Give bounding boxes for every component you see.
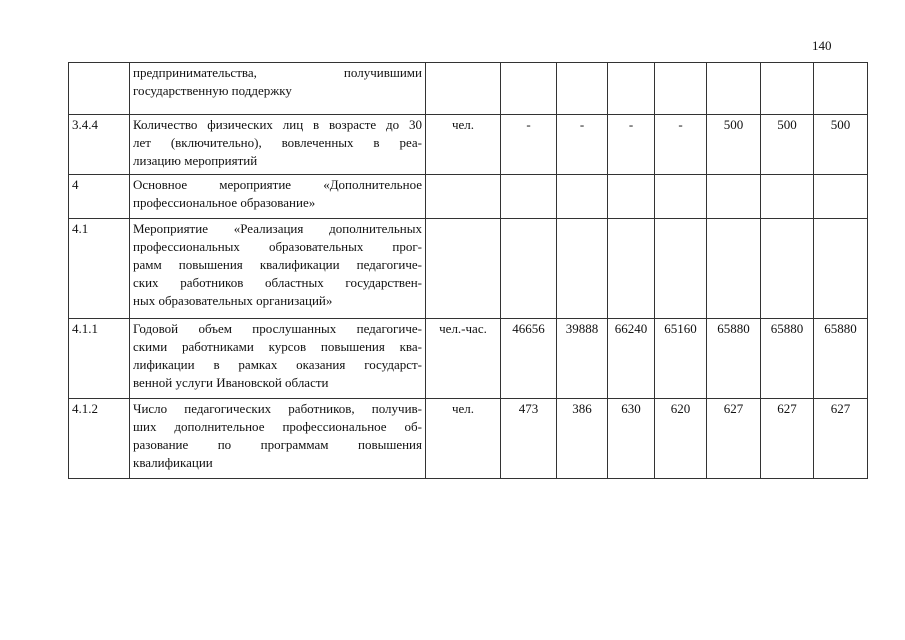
description-line: лификации в рамках оказания государст- xyxy=(133,357,422,372)
description-line: венной услуги Ивановской области xyxy=(133,375,329,390)
row-description xyxy=(130,219,426,319)
row-value: 620 xyxy=(655,399,707,479)
row-value xyxy=(501,175,557,219)
row-value: 65880 xyxy=(761,319,814,399)
description-line: Количество физических лиц в возрасте до 30 xyxy=(133,117,422,132)
row-value xyxy=(557,63,608,115)
row-value xyxy=(707,175,761,219)
row-value xyxy=(814,219,868,319)
row-value: 66240 xyxy=(608,319,655,399)
description-line: скими работниками курсов повышения ква- xyxy=(133,339,422,354)
row-value xyxy=(761,175,814,219)
table-row xyxy=(69,175,868,219)
row-value xyxy=(655,219,707,319)
row-value: 65160 xyxy=(655,319,707,399)
row-value xyxy=(608,63,655,115)
description-line: предпринимательства, получившими xyxy=(133,65,422,80)
table-row xyxy=(69,63,868,115)
row-number: 4.1 xyxy=(69,219,130,319)
row-value xyxy=(655,175,707,219)
row-value: 65880 xyxy=(707,319,761,399)
row-description xyxy=(130,63,426,115)
row-value xyxy=(557,175,608,219)
row-value: 627 xyxy=(814,399,868,479)
description-line: квалификации xyxy=(133,455,213,470)
row-unit: чел.-час. xyxy=(426,319,501,399)
row-description xyxy=(130,319,426,399)
row-value: 500 xyxy=(814,115,868,175)
description-line: Годовой объем прослушанных педагогиче- xyxy=(133,321,422,336)
description-line: ских работников областных государствен- xyxy=(133,275,422,290)
row-value: - xyxy=(501,115,557,175)
row-value xyxy=(608,219,655,319)
row-value: 46656 xyxy=(501,319,557,399)
row-value: 630 xyxy=(608,399,655,479)
row-number: 4.1.2 xyxy=(69,399,130,479)
row-value: 65880 xyxy=(814,319,868,399)
row-value xyxy=(814,175,868,219)
description-line: Мероприятие «Реализация дополнительных xyxy=(133,221,422,236)
description-line: Число педагогических работников, получив- xyxy=(133,401,422,416)
row-number: 4.1.1 xyxy=(69,319,130,399)
row-unit xyxy=(426,219,501,319)
row-unit: чел. xyxy=(426,399,501,479)
row-value: 39888 xyxy=(557,319,608,399)
indicators-table xyxy=(68,62,868,479)
row-value xyxy=(761,63,814,115)
row-unit xyxy=(426,63,501,115)
description-line: ных образовательных организаций» xyxy=(133,293,333,308)
row-value xyxy=(814,63,868,115)
table-row xyxy=(69,115,868,175)
row-value xyxy=(707,219,761,319)
row-value xyxy=(501,219,557,319)
row-number: 3.4.4 xyxy=(69,115,130,175)
row-value: 386 xyxy=(557,399,608,479)
description-line: лизацию мероприятий xyxy=(133,153,258,168)
description-line: государственную поддержку xyxy=(133,83,292,98)
row-number xyxy=(69,63,130,115)
row-value: - xyxy=(557,115,608,175)
row-value: 500 xyxy=(707,115,761,175)
row-value xyxy=(501,63,557,115)
row-description xyxy=(130,175,426,219)
row-value xyxy=(761,219,814,319)
description-line: профессиональное образование» xyxy=(133,195,316,210)
description-line: разование по программам повышения xyxy=(133,437,422,452)
row-value xyxy=(707,63,761,115)
table-row xyxy=(69,399,868,479)
row-description xyxy=(130,115,426,175)
row-value: 500 xyxy=(761,115,814,175)
table-row xyxy=(69,219,868,319)
description-line: профессиональных образовательных прог- xyxy=(133,239,422,254)
row-value xyxy=(608,175,655,219)
row-unit xyxy=(426,175,501,219)
row-value: 627 xyxy=(707,399,761,479)
description-line: лет (включительно), вовлеченных в реа- xyxy=(133,135,422,150)
row-value xyxy=(557,219,608,319)
row-unit: чел. xyxy=(426,115,501,175)
description-line: рамм повышения квалификации педагогиче- xyxy=(133,257,422,272)
description-line: ших дополнительное профессиональное об- xyxy=(133,419,422,434)
row-value: 627 xyxy=(761,399,814,479)
table-row xyxy=(69,319,868,399)
row-value: - xyxy=(655,115,707,175)
page-number: 140 xyxy=(812,38,832,53)
row-value: 473 xyxy=(501,399,557,479)
row-number: 4 xyxy=(69,175,130,219)
table-body xyxy=(69,63,868,479)
row-value xyxy=(655,63,707,115)
description-line: Основное мероприятие «Дополнительное xyxy=(133,177,422,192)
row-description xyxy=(130,399,426,479)
row-value: - xyxy=(608,115,655,175)
